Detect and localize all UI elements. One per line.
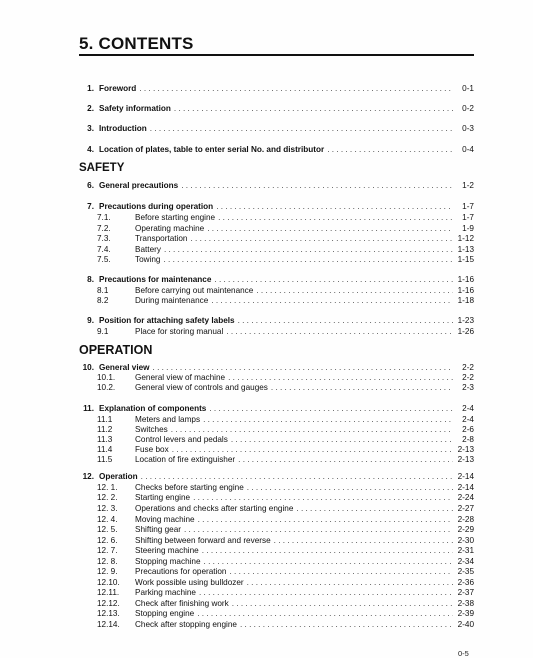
toc-entry-page: 0-2	[462, 104, 474, 113]
dot-leader	[211, 295, 453, 306]
dot-leader	[271, 382, 453, 393]
toc-entry-title: Towing	[135, 255, 161, 264]
toc-entry-page: 2-36	[457, 578, 474, 587]
toc-entry-number: 7.4.	[97, 245, 111, 254]
dot-leader	[197, 608, 453, 619]
toc-entry-number: 12. 1.	[97, 483, 118, 492]
toc-entry-number: 12. 2.	[97, 493, 118, 502]
toc-entry	[79, 201, 474, 212]
toc-entry-title: Location of plates, table to enter serial No. and distributor	[99, 145, 325, 154]
toc-entry-title: Position for attaching safety labels	[99, 316, 235, 325]
toc-entry-page: 2-31	[457, 546, 474, 555]
toc-entry-title: Stopping engine	[135, 609, 195, 618]
toc-entry-number: 11.5	[97, 455, 113, 464]
toc-entry-number: 10.2.	[97, 383, 116, 392]
toc-entry-title: Steering machine	[135, 546, 199, 555]
toc-entry-title: Shifting gear	[135, 525, 181, 534]
toc-entry	[79, 619, 474, 630]
toc-entry	[79, 471, 474, 482]
toc-entry-page: 2-40	[457, 620, 474, 629]
toc-entry-page: 2-34	[457, 557, 474, 566]
toc-entry-title: Foreword	[99, 84, 137, 93]
toc-entry-page: 2-30	[457, 536, 474, 545]
toc-entry-page: 1-15	[457, 255, 474, 264]
toc-entry-number: 12.	[82, 472, 94, 481]
toc-entry-page: 2-28	[457, 515, 474, 524]
toc-entry	[79, 295, 474, 306]
toc-entry-page: 0-1	[462, 84, 474, 93]
toc-entry	[79, 608, 474, 619]
toc-entry-page: 2-2	[462, 363, 474, 372]
toc-entry-page: 1-26	[457, 327, 474, 336]
toc-entry	[79, 274, 474, 285]
toc-entry-page: 0-3	[462, 124, 474, 133]
toc-entry-number: 7.1.	[97, 213, 111, 222]
dot-leader	[199, 587, 453, 598]
toc-entry-title: Stopping machine	[135, 557, 201, 566]
dot-leader	[214, 274, 453, 285]
toc-entry-title: Precautions for maintenance	[99, 275, 212, 284]
toc-entry-title: Check after stopping engine	[135, 620, 237, 629]
toc-entry-number: 3.	[87, 124, 94, 133]
dot-leader	[193, 492, 453, 503]
toc-entry-title: Before starting engine	[135, 213, 216, 222]
toc-entry-number: 11.4	[97, 445, 113, 454]
toc-entry-number: 9.1	[97, 327, 109, 336]
toc-entry-title: Control levers and pedals	[135, 435, 228, 444]
toc-entry-page: 2-14	[457, 472, 474, 481]
toc-entry-page: 1-18	[457, 296, 474, 305]
toc-entry-title: Shifting between forward and reverse	[135, 536, 271, 545]
toc-entry-number: 7.2.	[97, 224, 111, 233]
dot-leader	[202, 545, 453, 556]
toc-entry-page: 0-4	[462, 145, 474, 154]
toc-entry-number: 12. 8.	[97, 557, 118, 566]
toc-entry-title: Starting engine	[135, 493, 191, 502]
toc-entry-number: 10.	[82, 363, 94, 372]
section-heading-safety: SAFETY	[79, 162, 125, 174]
toc-entry	[79, 103, 474, 114]
toc-entry-title: Precautions for operation	[135, 567, 227, 576]
toc-entry-title: Precautions during operation	[99, 202, 214, 211]
toc-entry	[79, 503, 474, 514]
page-number: 0-5	[458, 649, 469, 658]
toc-entry-title: During maintenance	[135, 296, 209, 305]
toc-entry-title: Operation	[99, 472, 138, 481]
toc-entry-page: 1-16	[457, 286, 474, 295]
toc-entry-title: Operations and checks after starting engine	[135, 504, 294, 513]
toc-entry	[79, 524, 474, 535]
toc-entry	[79, 144, 474, 155]
dot-leader	[209, 403, 453, 414]
toc-entry-page: 1-12	[457, 234, 474, 243]
toc-entry	[79, 403, 474, 414]
toc-entry-title: Moving machine	[135, 515, 195, 524]
toc-entry-number: 12. 4.	[97, 515, 118, 524]
toc-entry-number: 8.1	[97, 286, 109, 295]
dot-leader	[139, 83, 453, 94]
section-heading-operation: OPERATION	[79, 343, 153, 357]
toc-entry	[79, 180, 474, 191]
toc-entry-page: 2-8	[462, 435, 474, 444]
toc-entry-title: Switches	[135, 425, 168, 434]
toc-entry-title: Battery	[135, 245, 161, 254]
dot-leader	[150, 123, 453, 134]
toc-entry-title: Operating machine	[135, 224, 205, 233]
toc-entry-number: 7.	[87, 202, 94, 211]
toc-entry-number: 11.2	[97, 425, 113, 434]
dot-leader	[327, 144, 453, 155]
toc-entry-title: Place for storing manual	[135, 327, 224, 336]
toc-entry-title: Before carrying out maintenance	[135, 286, 254, 295]
toc-entry-page: 1-7	[462, 213, 474, 222]
toc-entry-title: Parking machine	[135, 588, 196, 597]
toc-entry-number: 6.	[87, 181, 94, 190]
toc-entry-page: 2-38	[457, 599, 474, 608]
dot-leader	[229, 566, 453, 577]
toc-entry	[79, 545, 474, 556]
toc-entry-number: 8.2	[97, 296, 109, 305]
dot-leader	[164, 254, 454, 265]
toc-entry-page: 2-39	[457, 609, 474, 618]
dot-leader	[174, 103, 453, 114]
toc-entry-title: General view	[99, 363, 150, 372]
toc-entry-number: 12.11.	[97, 588, 120, 597]
dot-leader	[141, 471, 453, 482]
toc-entry-page: 2-6	[462, 425, 474, 434]
toc-entry-title: Transportation	[135, 234, 188, 243]
toc-entry-number: 12.14.	[97, 620, 120, 629]
dot-leader	[191, 233, 454, 244]
toc-entry-title: Fuse box	[135, 445, 169, 454]
dot-leader	[216, 201, 453, 212]
page-title: 5. CONTENTS	[79, 34, 194, 53]
toc-entry-page: 1-7	[462, 202, 474, 211]
toc-entry-title: Checks before starting engine	[135, 483, 244, 492]
dot-leader	[238, 454, 453, 465]
toc-entry	[79, 326, 474, 337]
toc-entry	[79, 382, 474, 393]
toc-entry-title: Work possible using bulldozer	[135, 578, 244, 587]
toc-entry	[79, 492, 474, 503]
toc-entry	[79, 315, 474, 326]
toc-entry-title: General view of machine	[135, 373, 226, 382]
toc-entry-number: 11.	[83, 404, 94, 413]
dot-leader	[240, 619, 453, 630]
toc-entry-page: 2-27	[457, 504, 474, 513]
toc-entry	[79, 566, 474, 577]
toc-entry-number: 12. 7.	[97, 546, 118, 555]
toc-entry	[79, 587, 474, 598]
toc-entry-page: 1-16	[457, 275, 474, 284]
toc-entry-number: 12. 3.	[97, 504, 118, 513]
toc-entry-page: 2-13	[457, 445, 474, 454]
toc-entry-page: 2-4	[462, 404, 474, 413]
toc-entry-number: 7.3.	[97, 234, 111, 243]
toc-entry-number: 12.10.	[97, 578, 120, 587]
dot-leader	[184, 524, 453, 535]
dot-leader	[218, 212, 453, 223]
toc-entry-title: General view of controls and gauges	[135, 383, 268, 392]
toc-entry-number: 11.1	[97, 415, 113, 424]
toc-entry-title: Safety information	[99, 104, 171, 113]
toc-entry-page: 2-4	[462, 415, 474, 424]
toc-entry-number: 12. 6.	[97, 536, 118, 545]
toc-entry	[79, 454, 474, 465]
toc-entry-title: Introduction	[99, 124, 147, 133]
toc-entry-page: 1-23	[457, 316, 474, 325]
toc-entry-number: 12.13.	[97, 609, 120, 618]
title-underline	[79, 54, 474, 56]
toc-entry	[79, 233, 474, 244]
dot-leader	[226, 326, 453, 337]
dot-leader	[296, 503, 453, 514]
toc-entry-number: 2.	[87, 104, 94, 113]
toc-entry-number: 10.1.	[97, 373, 116, 382]
toc-entry-number: 9.	[87, 316, 94, 325]
toc-entry-page: 2-13	[457, 455, 474, 464]
toc-entry-title: Meters and lamps	[135, 415, 201, 424]
toc-entry-number: 7.5.	[97, 255, 111, 264]
toc-entry-page: 2-2	[462, 373, 474, 382]
toc-entry	[79, 212, 474, 223]
dot-leader	[238, 315, 453, 326]
toc-entry	[79, 83, 474, 94]
toc-entry-title: Explanation of components	[99, 404, 207, 413]
toc-entry-page: 1-13	[457, 245, 474, 254]
toc-entry-number: 12. 5.	[97, 525, 118, 534]
toc-entry-number: 11.3	[97, 435, 113, 444]
toc-entry-page: 2-24	[457, 493, 474, 502]
toc-entry-page: 2-37	[457, 588, 474, 597]
toc-entry	[79, 123, 474, 134]
dot-leader	[181, 180, 453, 191]
toc-entry-title: General precautions	[99, 181, 179, 190]
toc-entry-page: 2-29	[457, 525, 474, 534]
toc-entry-number: 4.	[87, 145, 94, 154]
toc-entry-page: 2-3	[462, 383, 474, 392]
toc-entry-page: 2-14	[457, 483, 474, 492]
toc-entry-title: Check after finishing work	[135, 599, 229, 608]
toc-entry-number: 12.12.	[97, 599, 120, 608]
toc-entry	[79, 254, 474, 265]
toc-entry-page: 2-35	[457, 567, 474, 576]
toc-entry-number: 1.	[87, 84, 94, 93]
toc-entry-page: 1-9	[462, 224, 474, 233]
toc-entry-number: 12. 9.	[97, 567, 118, 576]
toc-entry-title: Location of fire extinguisher	[135, 455, 236, 464]
toc-entry-number: 8.	[87, 275, 94, 284]
toc-entry-page: 1-2	[462, 181, 474, 190]
